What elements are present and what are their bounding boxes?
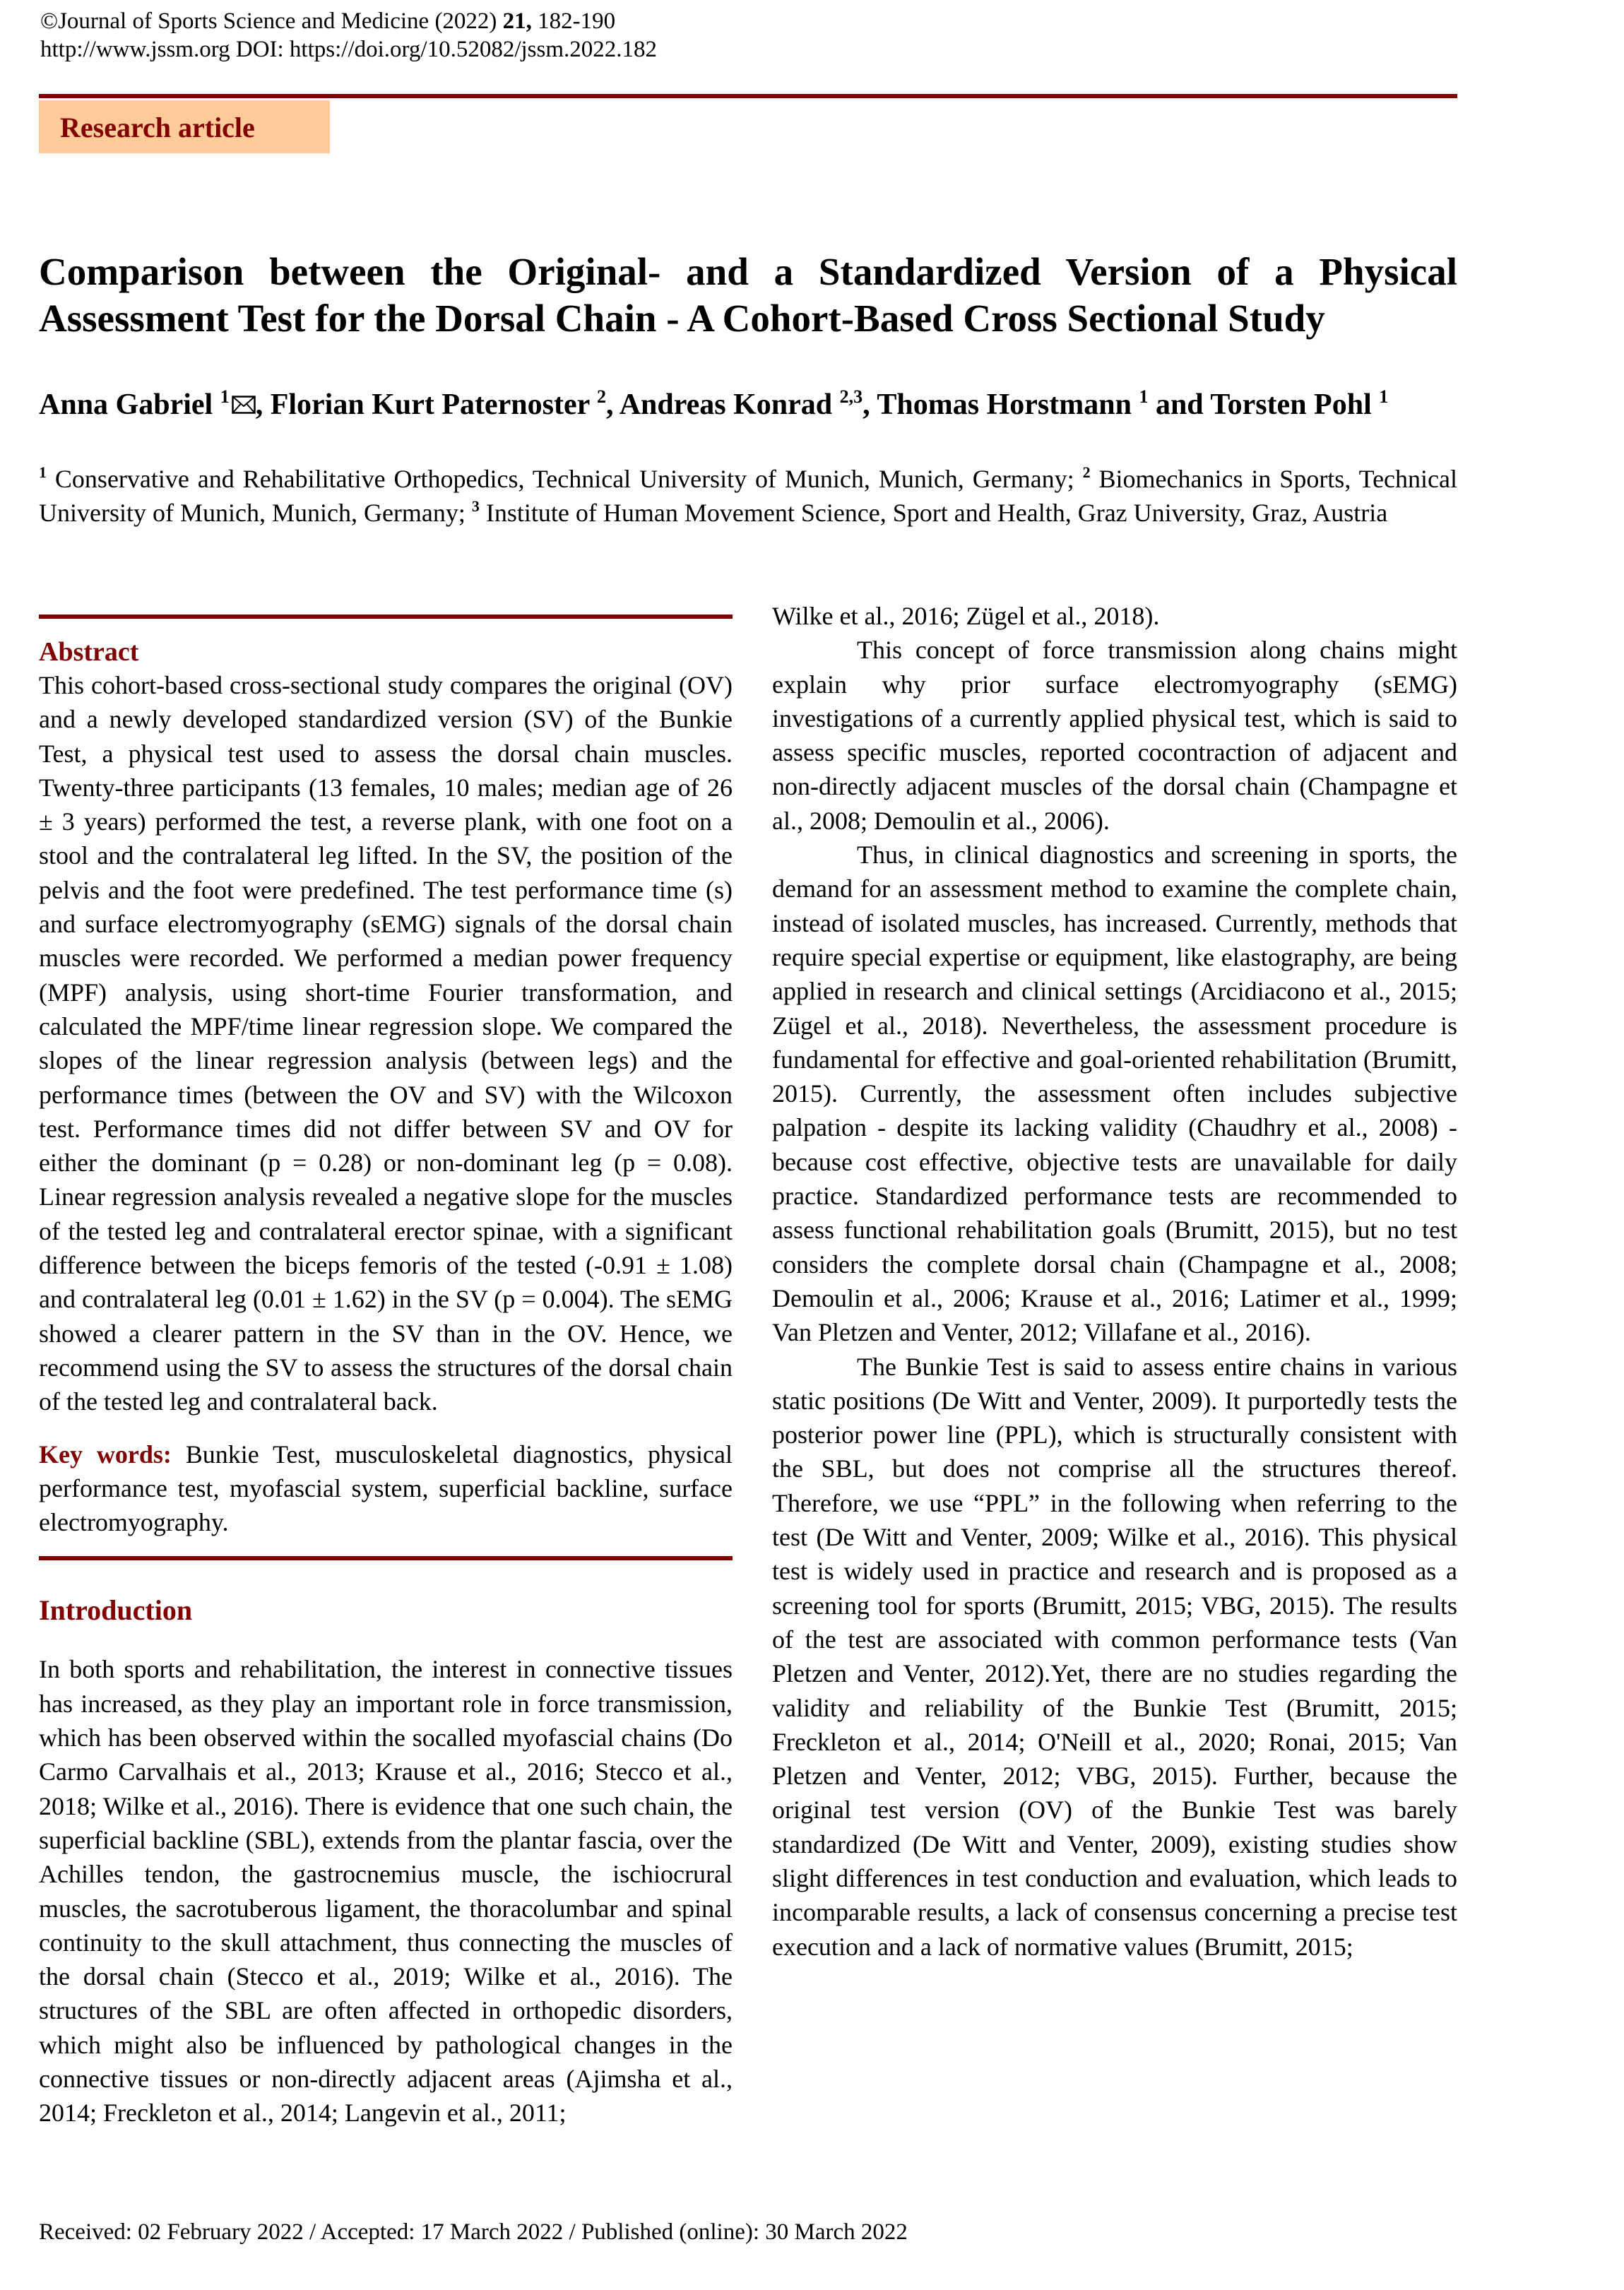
abstract-text: This cohort-based cross-sectional study compares the original (OV) and a newly developed standardized version (SV) of the Bunkie Test, a physical test used to assess the dorsal chain muscles. Twenty-three participants (13 females, 10 males; median age of 26 ± 3 years) performed the test, a reverse plank, with one foot on a stool and the contralateral leg lifted. In the SV, the position of the pelvis and the foot were predefined. The test performance time (s) and surface electromyography (sEMG) signals of the dorsal chain muscles were recorded. We performed a median power frequency (MPF) analysis, using short-time Fourier transformation, and calculated the MPF/time linear regression slope. We compared the slopes of the linear regression analysis (between legs) and the performance times (between the OV and SV) with the Wilcoxon test. Performance times did not differ between SV and OV for either the dominant (p = 0.28) or non-dominant leg (p = 0.08). Linear regression analysis revealed a negative slope for the muscles of the tested leg and contralateral erector spinae, with a significant difference between the biceps femoris of the tested (-0.91 ± 1.08) and contralateral leg (0.01 ± 1.62) in the SV (p = 0.004). The sEMG showed a clearer pattern in the SV than in the OV. Hence, we recommend using the SV to assess the structures of the dorsal chain of the tested leg and contralateral back.: [39, 671, 733, 1416]
affiliation-text: Biomechanics in Sports, Technical University of Munich, Munich, Germany;: [39, 465, 1457, 527]
journal-doi-line[interactable]: http://www.jssm.org DOI: https://doi.org/10.52082/jssm.2022.182: [40, 37, 658, 62]
author-name: Torsten Pohl: [1210, 388, 1372, 421]
author-separator: ,: [863, 388, 877, 421]
envelope-icon[interactable]: [232, 396, 256, 414]
author-separator: and: [1148, 388, 1211, 421]
author-affiliation-ref: 1: [220, 386, 230, 407]
author-affiliation-ref: 2: [597, 386, 606, 407]
author-name: Andreas Konrad: [619, 388, 833, 421]
affiliation-number: 3: [471, 497, 480, 515]
author-separator: ,: [255, 388, 271, 421]
keywords-text: Bunkie Test, musculoskeletal diagnostics, physical performance test, myofascial system, superficial backline, surface electromyography.: [39, 1440, 733, 1537]
introduction-heading: Introduction: [39, 1594, 193, 1627]
author-name: Anna Gabriel: [39, 388, 213, 421]
keywords-label: Key words:: [39, 1440, 172, 1469]
affiliation-number: 2: [1082, 463, 1091, 481]
author-affiliation-ref: 1: [1139, 386, 1149, 407]
journal-citation-prefix: ©Journal of Sports Science and Medicine (2022): [40, 8, 503, 34]
affiliation-text: Conservative and Rehabilitative Orthopedics, Technical University of Munich, Munich, Germany;: [47, 465, 1083, 493]
affiliations: [39, 462, 1457, 530]
journal-citation: [40, 7, 615, 35]
article-title: Comparison between the Original- and a Standardized Version of a Physical Assessment Test for the Dorsal Chain - A Cohort-Based Cross Sectional Study: [39, 250, 1457, 340]
article-type-badge: [39, 100, 330, 153]
author: [1210, 388, 1388, 421]
author-separator: ,: [606, 388, 620, 421]
author: [271, 388, 620, 421]
author-affiliation-ref: 2,3: [839, 386, 863, 407]
introduction-paragraph: Thus, in clinical diagnostics and screening in sports, the demand for an assessment method to examine the complete chain, instead of isolated muscles, has increased. Currently, methods that require special expertise or equipment, like elastography, are being applied in research and clinical settings (Arcidiacono et al., 2015; Zügel et al., 2018). Nevertheless, the assessment procedure is fundamental for effective and goal-oriented rehabilitation (Brumitt, 2015). Currently, the assessment often includes subjective palpation - despite its lacking validity (Chaudhry et al., 2008) - because cost effective, objective tests are unavailable for daily practice. Standardized performance tests are recommended to assess functional rehabilitation goals (Brumitt, 2015), but no test considers the complete dorsal chain (Champagne et al., 2008; Demoulin et al., 2006; Krause et al., 2016; Latimer et al., 1999; Van Pletzen and Venter, 2012; Villafane et al., 2016).: [772, 841, 1457, 1347]
journal-volume: 21,: [502, 8, 532, 34]
publication-dates: Received: 02 February 2022 / Accepted: 17 March 2022 / Published (online): 30 March 2022: [39, 2219, 908, 2245]
author: [620, 388, 877, 421]
author-list: [39, 387, 1457, 422]
introduction-paragraph: Wilke et al., 2016; Zügel et al., 2018).: [772, 602, 1160, 630]
affiliation-text: Institute of Human Movement Science, Sport and Health, Graz University, Graz, Austria: [479, 499, 1388, 527]
author-name: Thomas Horstmann: [877, 388, 1132, 421]
abstract-bottom-divider: [39, 1556, 733, 1560]
abstract-top-divider: [39, 615, 733, 619]
right-column: [772, 599, 1457, 1964]
author-affiliation-ref: 1: [1379, 386, 1389, 407]
left-column: [39, 615, 733, 2130]
journal-pages: 182-190: [531, 8, 616, 34]
author-name: Florian Kurt Paternoster: [270, 388, 590, 421]
abstract-heading: Abstract: [39, 637, 139, 667]
introduction-paragraph: In both sports and rehabilitation, the interest in connective tissues has increased, as they play an important role in force transmission, which has been observed within the socalled myofascial chains (Do Carmo Carvalhais et al., 2013; Krause et al., 2016; Stecco et al., 2018; Wilke et al., 2016). There is evidence that one such chain, the superficial backline (SBL), extends from the plantar fascia, over the Achilles tendon, the gastrocnemius muscle, the ischiocrural muscles, the sacrotuberous ligament, the thoracolumbar and spinal continuity to the skull attachment, thus connecting the muscles of the dorsal chain (Stecco et al., 2019; Wilke et al., 2016). The structures of the SBL are often affected in orthopedic disorders, which might also be influenced by pathological changes in the connective tissues or non-directly adjacent areas (Ajimsha et al., 2014; Freckleton et al., 2014; Langevin et al., 2011;: [39, 1655, 733, 2128]
introduction-paragraph: The Bunkie Test is said to assess entire chains in various static positions (De Witt and Venter, 2009). It purportedly tests the posterior power line (PPL), which is structurally consistent with the SBL, but does not comprise all the structures thereof. Therefore, we use “PPL” in the following when referring to the test (De Witt and Venter, 2009; Wilke et al., 2016). This physical test is widely used in practice and research and is proposed as a screening tool for sports (Brumitt, 2015; VBG, 2015). The results of the test are associated with common performance tests (Van Pletzen and Venter, 2012).Yet, there are no studies regarding the validity and reliability of the Bunkie Test (Brumitt, 2015; Freckleton et al., 2014; O'Neill et al., 2020; Ronai, 2015; Van Pletzen and Venter, 2012; VBG, 2015). Further, because the original test version (OV) of the Bunkie Test was barely standardized (De Witt and Venter, 2009), existing studies show slight differences in test conduction and evaluation, which leads to incomparable results, a lack of consensus concerning a precise test execution and a lack of normative values (Brumitt, 2015;: [772, 1352, 1457, 1961]
header-divider: [39, 94, 1457, 98]
author: [39, 388, 271, 421]
keywords: [39, 1437, 733, 1540]
article-type-label: Research article: [60, 112, 255, 143]
author: [877, 388, 1210, 421]
affiliation-number: 1: [39, 463, 47, 481]
introduction-paragraph: This concept of force transmission along chains might explain why prior surface electromyography (sEMG) investigations of a currently applied physical test, which is said to assess specific muscles, reported cocontraction of adjacent and non-directly adjacent muscles of the dorsal chain (Champagne et al., 2008; Demoulin et al., 2006).: [772, 636, 1457, 835]
